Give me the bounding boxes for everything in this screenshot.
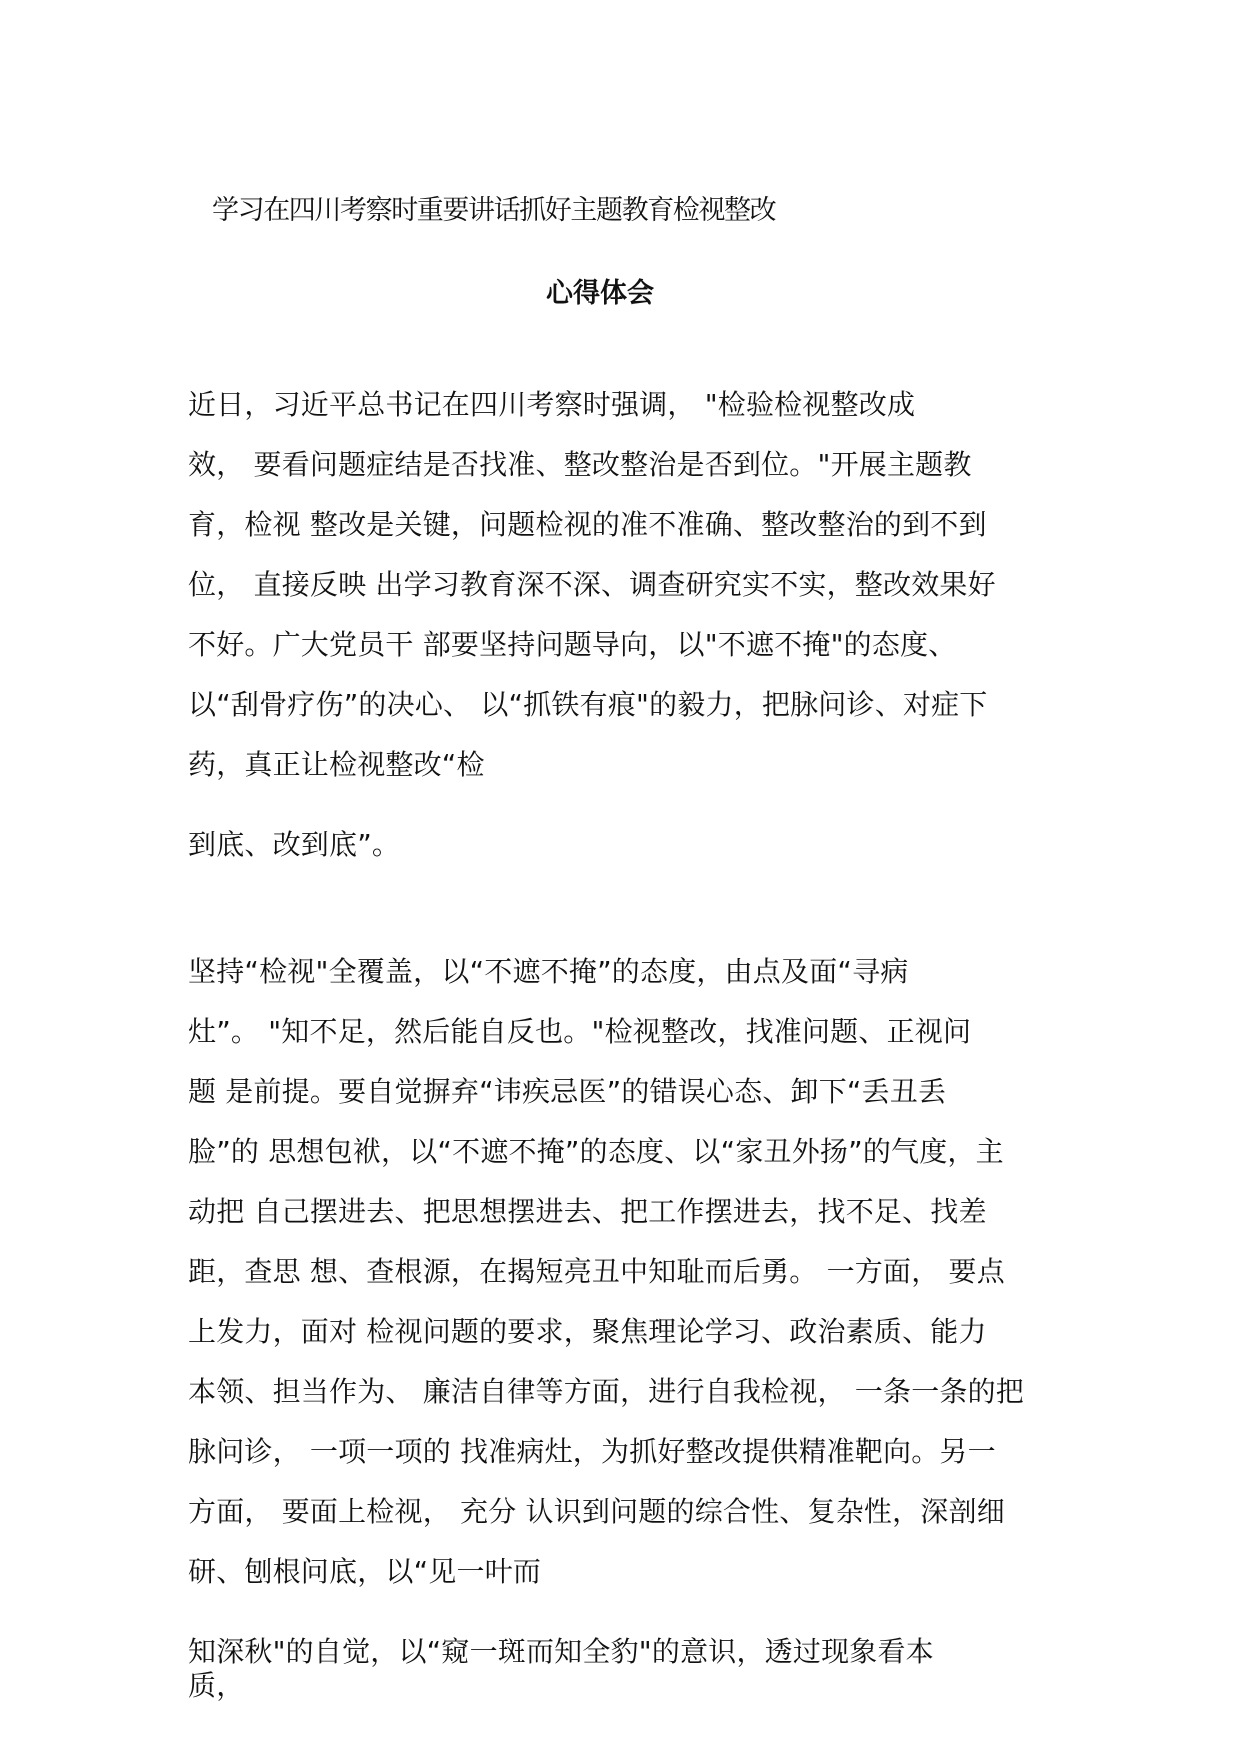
paragraph-1-line: 到底、改到底”。	[188, 828, 401, 861]
paragraph-2-line: 距，查思 想、查根源，在揭短亮丑中知耻而后勇。 一方面， 要点	[188, 1255, 1005, 1288]
paragraph-2-line: 脉问诊， 一项一项的 找准病灶，为抓好整改提供精准靶向。另一	[188, 1435, 996, 1468]
paragraph-2-line: 脸”的 思想包袱，以“不遮不掩”的态度、以“家丑外扬”的气度，主	[188, 1135, 1004, 1168]
paragraph-2-line: 动把 自己摆进去、把思想摆进去、把工作摆进去，找不足、找差	[188, 1195, 987, 1228]
paragraph-1-line: 育，检视 整改是关键，问题检视的准不准确、整改整治的到不到	[188, 508, 987, 541]
document-subtitle: 心得体会	[546, 278, 654, 309]
paragraph-2-line: 知深秋"的自觉，以“窥一斑而知全豹"的意识，透过现象看本	[188, 1635, 934, 1668]
paragraph-1-line: 位， 直接反映 出学习教育深不深、调查研究实不实，整改效果好	[188, 568, 996, 601]
paragraph-1-line: 近日，习近平总书记在四川考察时强调， "检验检视整改成	[188, 388, 916, 421]
paragraph-1-line: 药，真正让检视整改“检	[188, 748, 485, 781]
paragraph-1-line: 不好。广大党员干 部要坚持问题导向，以"不遮不掩"的态度、	[188, 628, 957, 661]
paragraph-1-line: 效， 要看问题症结是否找准、整改整治是否到位。"开展主题教	[188, 448, 972, 481]
paragraph-1-line: 以“刮骨疗伤”的决心、 以“抓铁有痕"的毅力，把脉问诊、对症下	[188, 688, 988, 721]
paragraph-2-line: 题 是前提。要自觉摒弃“讳疾忌医”的错误心态、卸下“丢丑丢	[188, 1075, 947, 1108]
paragraph-2-line: 方面， 要面上检视， 充分 认识到问题的综合性、复杂性，深剖细	[188, 1495, 1005, 1528]
paragraph-2-line: 本领、担当作为、 廉洁自律等方面，进行自我检视， 一条一条的把	[188, 1375, 1025, 1408]
paragraph-2-line: 研、刨根问底，以“见一叶而	[188, 1555, 542, 1588]
paragraph-2-line: 灶”。 "知不足，然后能自反也。"检视整改，找准问题、正视问	[188, 1015, 972, 1048]
paragraph-2-line: 坚持“检视"全覆盖，以“不遮不掩”的态度，由点及面“寻病	[188, 955, 909, 988]
paragraph-2-line: 质，	[188, 1669, 245, 1702]
document-title: 学习在四川考察时重要讲话抓好主题教育检视整改	[212, 195, 776, 226]
paragraph-2-line: 上发力，面对 检视问题的要求，聚焦理论学习、政治素质、能力	[188, 1315, 987, 1348]
